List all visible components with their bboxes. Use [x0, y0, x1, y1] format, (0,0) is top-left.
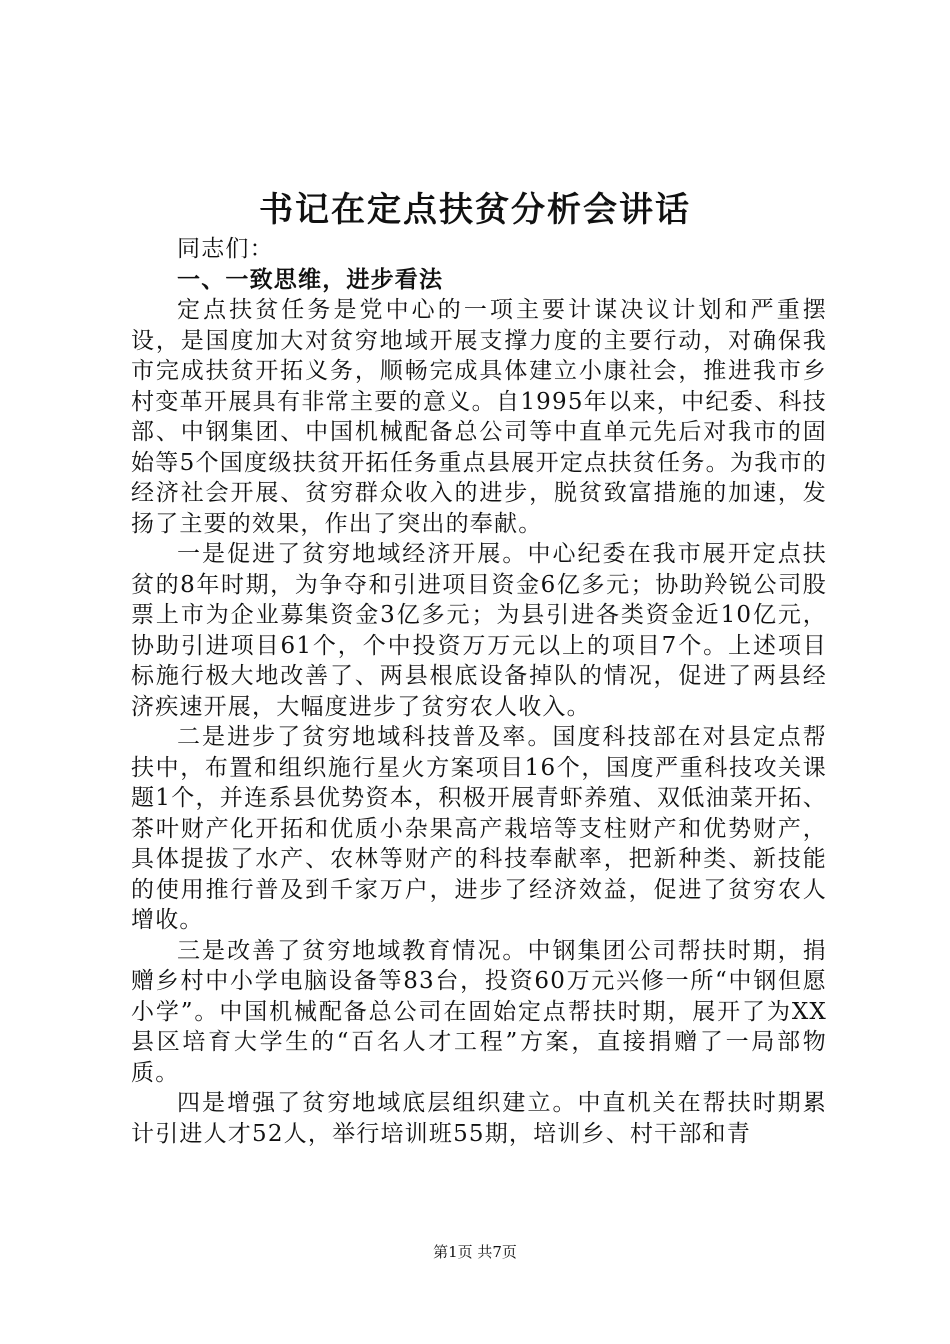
document-body — [131, 234, 827, 1149]
paragraph: 三是改善了贫穷地域教育情况。中钢集团公司帮扶时期，捐赠乡村中小学电脑设备等83台，投资60万元兴修一所“中钢但愿小学”。中国机械配备总公司在固始定点帮扶时期，展开了为XX县区培育大学生的“百名人才工程”方案，直接捐赠了一局部物质。 — [131, 937, 827, 1086]
paragraph: 二是进步了贫穷地域科技普及率。国度科技部在对县定点帮扶中，布置和组织施行星火方案项目16个，国度严重科技攻关课题1个，并连系县优势资本，积极开展青虾养殖、双低油菜开拓、茶叶财产化开拓和优质小杂果高产栽培等支柱财产和优势财产，具体提拔了水产、农林等财产的科技奉献率，把新种类、新技能的使用推行普及到千家万户，进步了经济效益，促进了贫穷农人增收。 — [131, 724, 827, 933]
salutation: 同志们： — [177, 236, 274, 262]
paragraph: 四是增强了贫穷地域底层组织建立。中直机关在帮扶时期累计引进人才52人，举行培训班55期，培训乡、村干部和青 — [131, 1090, 827, 1147]
paragraph: 定点扶贫任务是党中心的一项主要计谋决议计划和严重摆设，是国度加大对贫穷地域开展支撑力度的主要行动，对确保我市完成扶贫开拓义务，顺畅完成具体建立小康社会，推进我市乡村变革开展具有非常主要的意义。自1995年以来，中纪委、科技部、中钢集团、中国机械配备总公司等中直单元先后对我市的固始等5个国度级扶贫开拓任务重点县展开定点扶贫任务。为我市的经济社会开展、贫穷群众收入的进步，脱贫致富措施的加速，发扬了主要的效果，作出了突出的奉献。 — [131, 297, 827, 537]
section-heading: 一、一致思维，进步看法 — [177, 266, 444, 293]
document-title: 书记在定点扶贫分析会讲话 — [259, 190, 691, 230]
paragraph: 一是促进了贫穷地域经济开展。中心纪委在我市展开定点扶贫的8年时期，为争夺和引进项目资金6亿多元；协助羚锐公司股票上市为企业募集资金3亿多元；为县引进各类资金近10亿元，协助引进项目61个，个中投资万万元以上的项目7个。上述项目标施行极大地改善了、两县根底设备掉队的情况，促进了两县经济疾速开展，大幅度进步了贫穷农人收入。 — [131, 541, 827, 720]
page-number: 第1页 共7页 — [433, 1243, 517, 1261]
